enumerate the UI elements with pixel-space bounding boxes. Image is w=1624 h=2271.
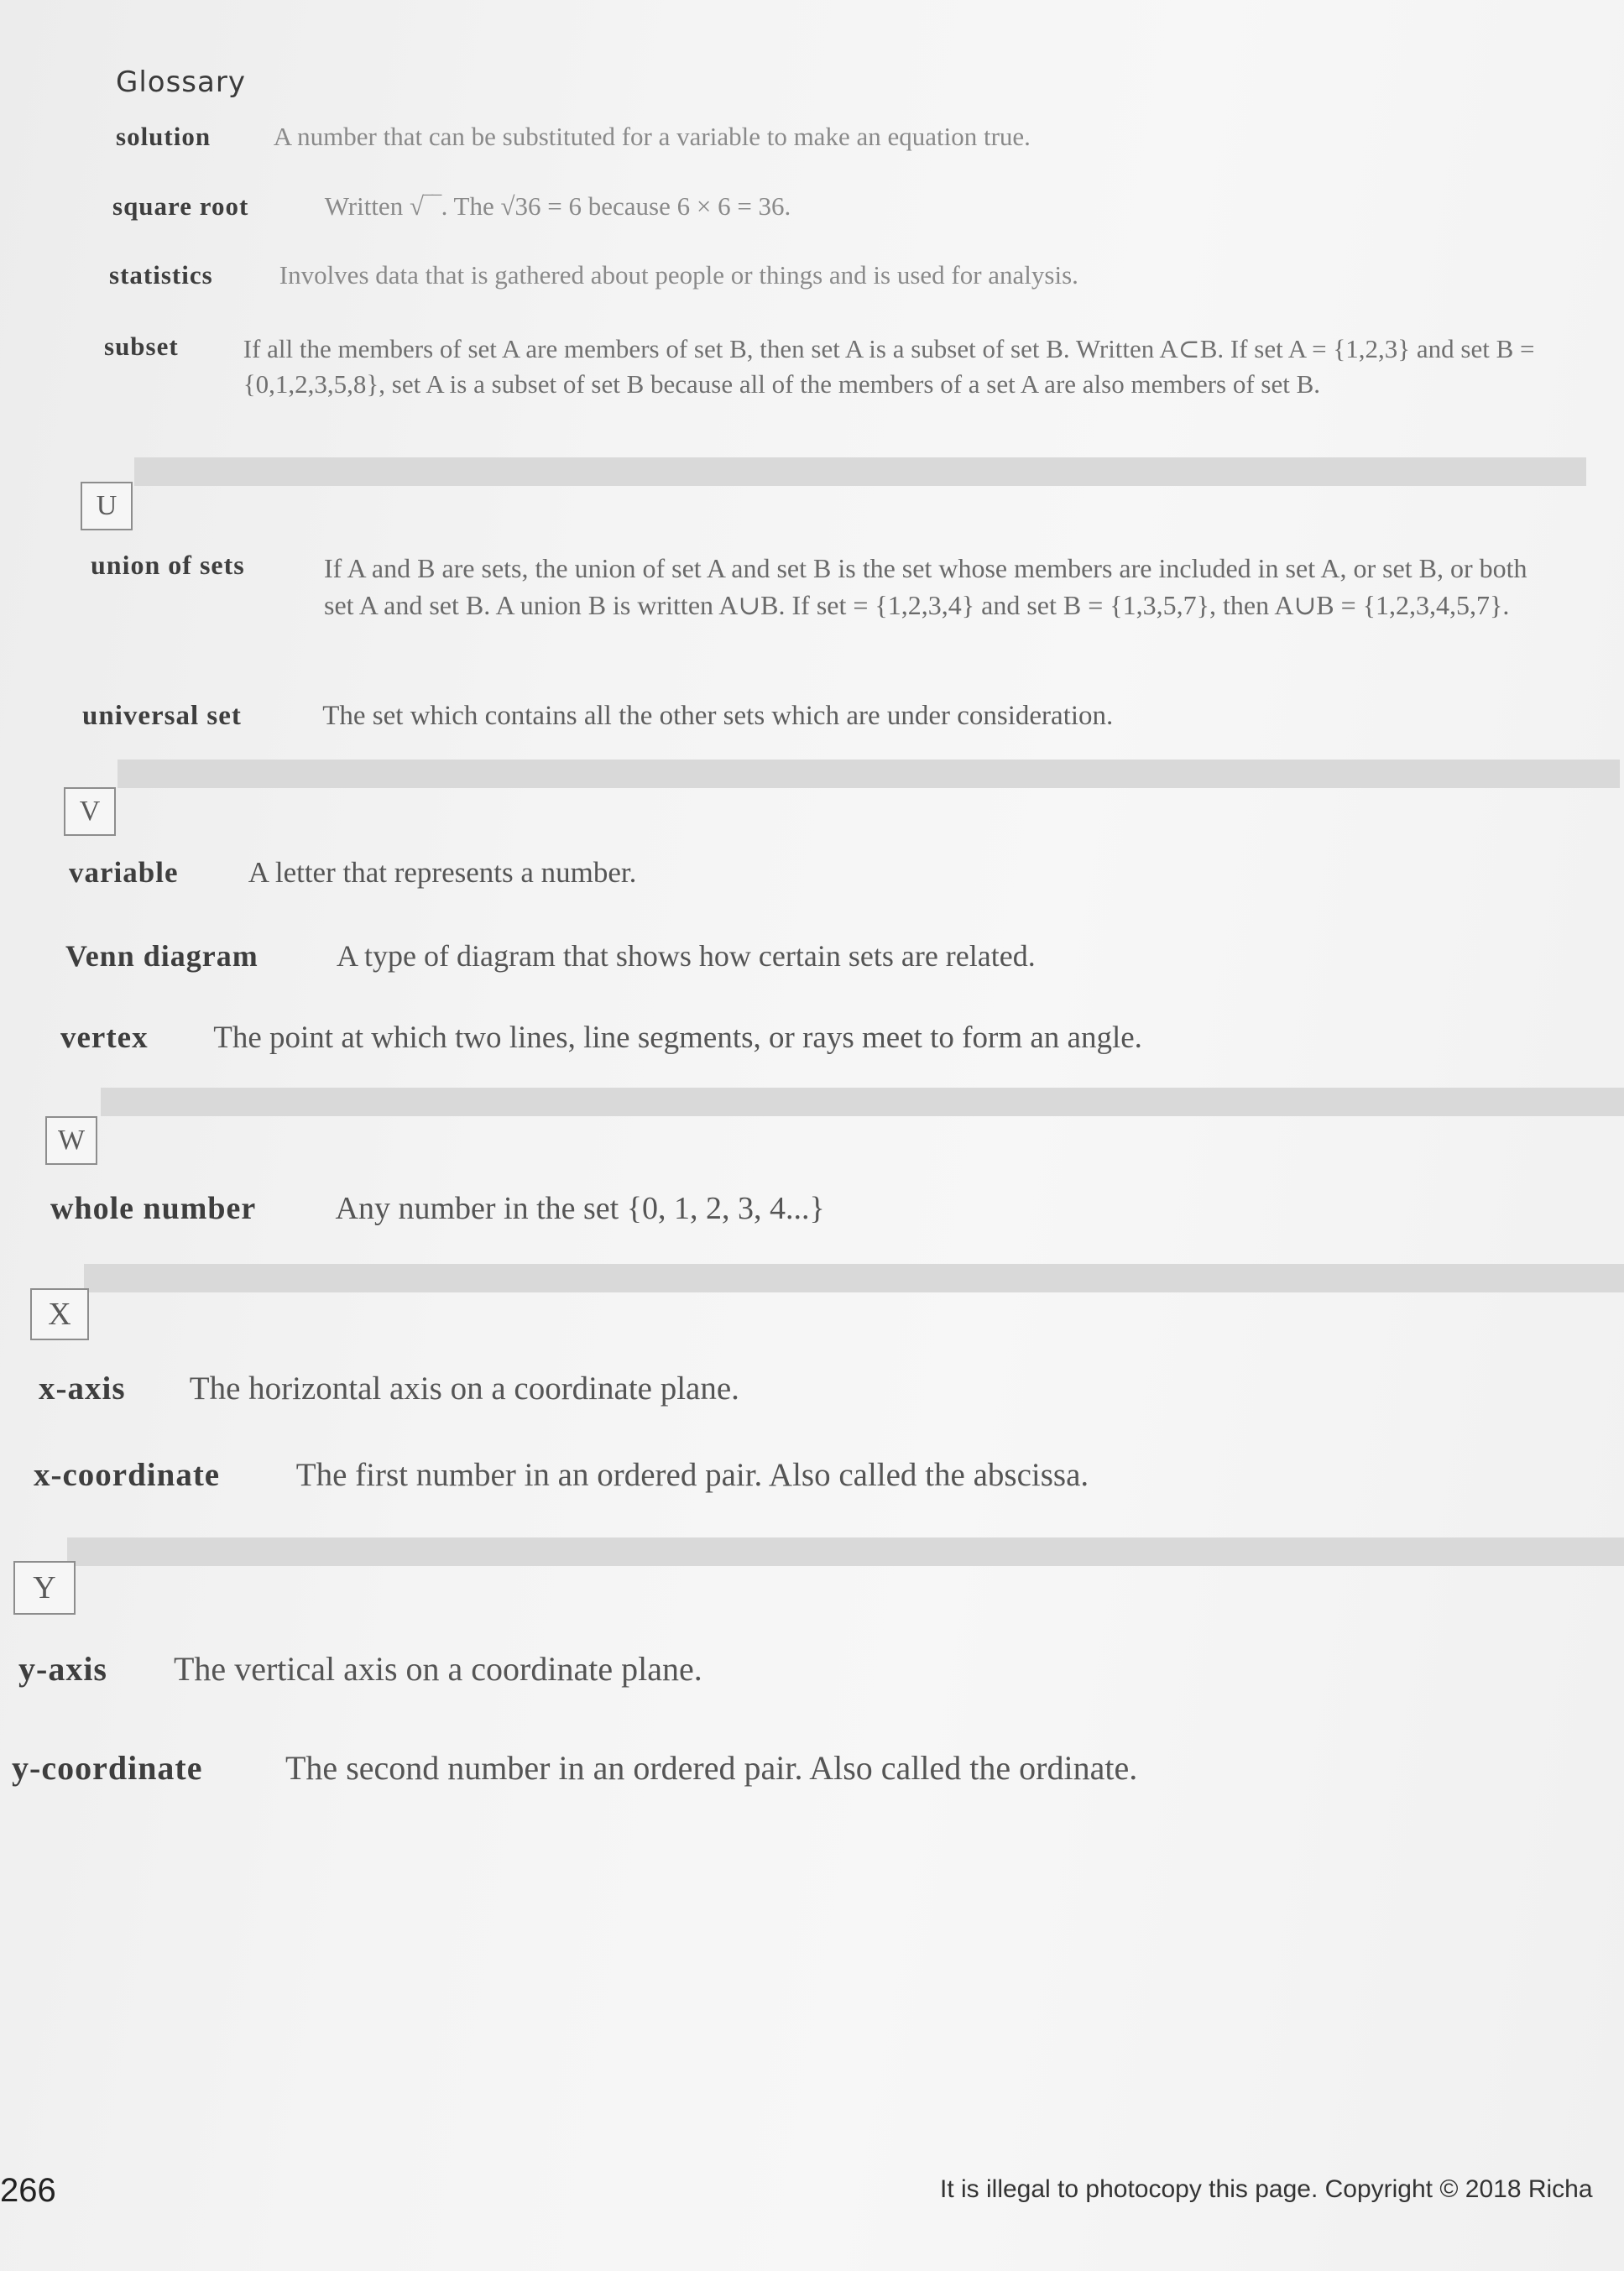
term: universal set bbox=[82, 701, 242, 731]
page-number: 266 bbox=[0, 2172, 56, 2209]
definition: The first number in an ordered pair. Also called the abscissa. bbox=[295, 1457, 1089, 1493]
definition: A type of diagram that shows how certain sets are related. bbox=[337, 939, 1036, 973]
entry-x-axis bbox=[39, 1370, 739, 1407]
definition: A number that can be substituted for a variable to make an equation true. bbox=[273, 122, 1031, 151]
section-divider-x bbox=[84, 1264, 1624, 1292]
definition: The second number in an ordered pair. Also called the ordinate. bbox=[285, 1749, 1138, 1787]
entry-subset bbox=[104, 332, 1569, 402]
definition: If A and B are sets, the union of set A and set B is the set whose members are included in set A, or set B, or both set A and set B. A union B is written A∪B. If set = {1,2,3,4} and set B = {1,3,5,7}, then A∪B = {1,2,3,4,5,7}. bbox=[324, 553, 1527, 620]
term: x-coordinate bbox=[34, 1457, 221, 1493]
term: x-axis bbox=[39, 1370, 126, 1407]
section-letter-x: X bbox=[30, 1288, 89, 1340]
entry-x-coordinate bbox=[34, 1456, 1089, 1494]
definition: Written √‾‾. The √36 = 6 because 6 × 6 = 36. bbox=[324, 191, 791, 221]
term: union of sets bbox=[91, 550, 245, 580]
term: solution bbox=[116, 122, 211, 151]
entry-venn-diagram bbox=[65, 938, 1036, 974]
term: variable bbox=[69, 856, 179, 889]
section-letter-u: U bbox=[81, 482, 133, 530]
section-divider-y bbox=[67, 1537, 1624, 1566]
section-letter-y: Y bbox=[13, 1561, 76, 1615]
term: subset bbox=[104, 332, 179, 361]
entry-union-of-sets bbox=[91, 550, 1558, 624]
term: y-axis bbox=[18, 1650, 107, 1688]
section-divider-u bbox=[134, 457, 1586, 486]
term: y-coordinate bbox=[12, 1749, 203, 1787]
glossary-title: Glossary bbox=[116, 65, 246, 99]
entry-vertex bbox=[60, 1020, 1142, 1056]
entry-whole-number bbox=[50, 1190, 825, 1227]
definition: The vertical axis on a coordinate plane. bbox=[174, 1650, 702, 1688]
definition: The point at which two lines, line segments, or rays meet to form an angle. bbox=[213, 1021, 1142, 1055]
section-divider-v bbox=[117, 760, 1620, 788]
definition: Involves data that is gathered about people or things and is used for analysis. bbox=[279, 260, 1078, 290]
definition: If all the members of set A are members of set B, then set A is a subset of set B. Written A⊂B. If set A = {1,2,3} and set B = {0,1,2,3,5,8}, set A is a subset of set B because all of the members of a set A are also members of set B. bbox=[243, 334, 1535, 399]
term: square root bbox=[112, 191, 249, 221]
entry-universal-set bbox=[82, 701, 1113, 732]
section-divider-w bbox=[101, 1088, 1624, 1116]
section-letter-w: W bbox=[45, 1116, 97, 1165]
entry-solution bbox=[116, 122, 1031, 152]
entry-square-root bbox=[112, 191, 791, 222]
definition: Any number in the set {0, 1, 2, 3, 4...} bbox=[335, 1191, 825, 1226]
term: whole number bbox=[50, 1191, 257, 1226]
copyright-notice: It is illegal to photocopy this page. Copyright © 2018 Richa bbox=[940, 2175, 1593, 2203]
definition: The horizontal axis on a coordinate plane. bbox=[189, 1370, 739, 1407]
definition: A letter that represents a number. bbox=[248, 856, 637, 889]
term: Venn diagram bbox=[65, 939, 258, 973]
section-letter-v: V bbox=[64, 787, 116, 836]
term: statistics bbox=[109, 260, 213, 290]
definition: The set which contains all the other sets which are under consideration. bbox=[322, 701, 1114, 731]
entry-statistics bbox=[109, 260, 1078, 290]
entry-y-coordinate bbox=[12, 1748, 1137, 1788]
entry-variable bbox=[69, 856, 636, 890]
term: vertex bbox=[60, 1021, 149, 1055]
entry-y-axis bbox=[18, 1649, 702, 1689]
